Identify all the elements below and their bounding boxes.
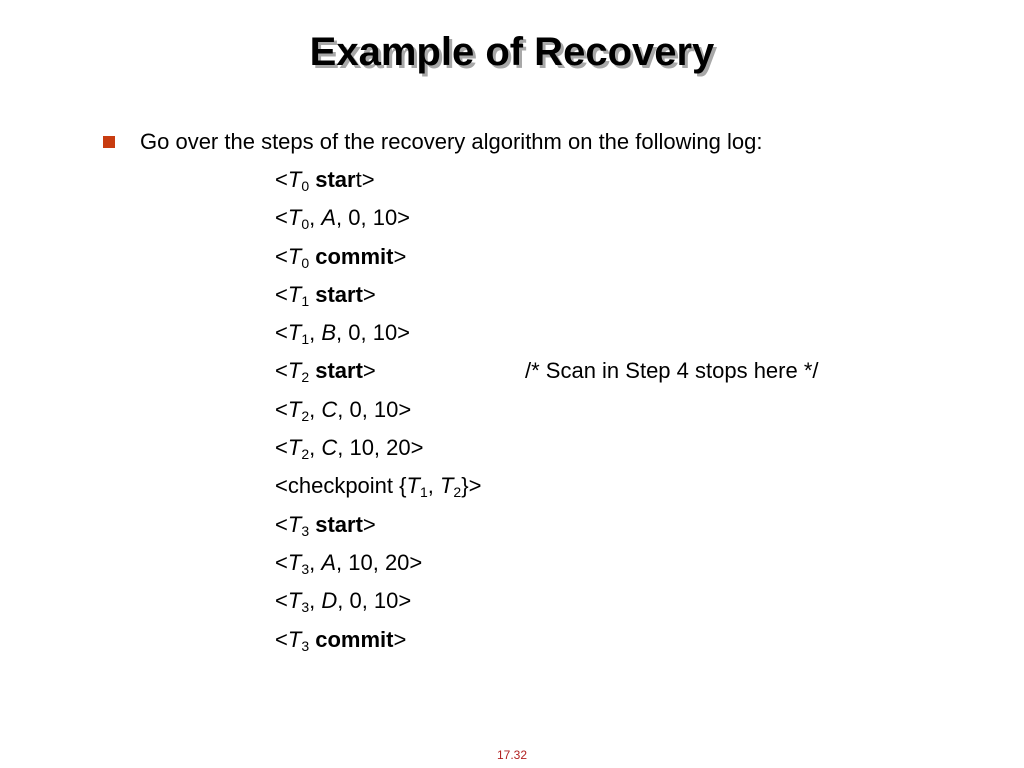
log-text-part: <checkpoint { (275, 473, 407, 499)
log-records (275, 165, 819, 663)
log-text-part: t> (355, 167, 375, 192)
log-record-text (275, 167, 375, 192)
log-text-part: , (309, 396, 322, 422)
page-number: 17.32 (496, 748, 528, 762)
log-record-text (275, 435, 424, 463)
log-text-part: < (275, 320, 288, 346)
log-text-part: > (393, 626, 407, 652)
log-annotation: /* Scan in Step 4 stops here */ (525, 358, 819, 384)
log-text-part: commit (315, 626, 394, 652)
log-text-part: T (287, 320, 302, 346)
log-entry (275, 242, 481, 280)
log-text-part: start (315, 358, 363, 384)
log-text-part: 3 (301, 637, 310, 654)
log-text-part: T (287, 167, 302, 192)
log-text-part: C (321, 396, 338, 422)
log-record-text (275, 244, 406, 269)
square-bullet-icon (103, 136, 115, 148)
log-record-text (275, 205, 411, 233)
log-text-part: > (393, 243, 407, 269)
log-text-part: < (275, 549, 288, 575)
log-text-part: < (275, 281, 288, 307)
log-text-part: 0 (301, 216, 310, 233)
log-text-part: start (315, 281, 363, 307)
log-text-part: , 0, 10> (336, 320, 411, 346)
log-record-text (275, 358, 376, 386)
log-text-part: > (362, 511, 376, 537)
log-text-part: 0 (301, 254, 310, 271)
log-record-text (275, 550, 422, 575)
log-entry (275, 318, 481, 356)
log-entry (275, 433, 481, 471)
log-text-part: < (275, 358, 288, 384)
log-text-part: < (275, 588, 288, 614)
log-entry (275, 586, 481, 624)
log-text-part: T (287, 396, 302, 422)
log-entry (275, 280, 481, 318)
log-record-text (275, 320, 411, 348)
log-text-part: , (309, 588, 322, 614)
log-text-part: , (427, 473, 440, 499)
log-text-part: T (439, 473, 454, 499)
log-text-part: , (309, 205, 322, 231)
log-text-part: 1 (301, 331, 310, 348)
log-record-text (275, 282, 376, 307)
log-text-part: , 0, 10> (336, 205, 411, 231)
log-text-part: star (315, 167, 356, 192)
log-text-part: A (321, 549, 337, 575)
log-record-text (275, 588, 412, 616)
bullet-text: Go over the steps of the recovery algorithm on the following log: (140, 129, 763, 154)
log-entry (275, 471, 481, 509)
log-text-part: 3 (301, 599, 310, 616)
log-text-part: T (406, 473, 420, 499)
log-text-part: 1 (419, 484, 428, 501)
slide-title: Example of Recovery (309, 30, 715, 74)
log-text-part: , 10, 20> (337, 435, 424, 461)
log-text-part: T (287, 281, 302, 307)
log-text-part: < (275, 396, 288, 422)
log-text-part: 3 (301, 560, 310, 577)
log-text-part: T (287, 588, 302, 614)
log-text-part: T (287, 511, 302, 537)
log-text-part: , 10, 20> (336, 549, 423, 575)
log-text-part: T (287, 435, 302, 461)
log-text-part: B (321, 320, 337, 346)
log-entry (275, 548, 481, 586)
log-text-part: A (321, 205, 337, 231)
log-text-part: , (309, 435, 322, 461)
log-text-part: < (275, 167, 288, 192)
log-text-part: , (309, 549, 322, 575)
log-text-part: }> (461, 473, 482, 499)
log-text-part: < (275, 435, 288, 461)
log-text-part: 2 (301, 407, 310, 424)
log-text-part: T (287, 626, 302, 652)
log-text-part: , 0, 10> (337, 396, 412, 422)
log-entry (275, 165, 481, 203)
log-text-part: C (321, 435, 338, 461)
log-text-part: 2 (453, 484, 462, 501)
log-text-part: > (362, 358, 376, 384)
log-text-part: 0 (301, 178, 310, 194)
log-text-part: 2 (301, 446, 310, 463)
log-entry (275, 203, 481, 241)
log-text-part: T (287, 358, 302, 384)
log-text-part: start (315, 511, 363, 537)
log-text-part: < (275, 205, 288, 231)
log-text-part: D (321, 588, 338, 614)
log-entry (275, 395, 481, 433)
log-text-part: 3 (301, 522, 310, 539)
log-text-part: < (275, 626, 288, 652)
log-entry (275, 356, 819, 394)
log-text-part: < (275, 243, 288, 269)
log-text-part: , 0, 10> (337, 588, 412, 614)
log-entry (275, 625, 481, 663)
log-text-part: T (287, 205, 302, 231)
log-text-part: 1 (301, 292, 310, 309)
log-record-text (275, 397, 411, 422)
log-text-part: 2 (301, 369, 310, 386)
log-record-text (275, 512, 376, 537)
log-text-part: > (362, 281, 376, 307)
log-text-part: < (275, 511, 288, 537)
log-entry (275, 510, 481, 548)
log-text-part: T (287, 243, 302, 269)
log-text-part: T (287, 549, 302, 575)
log-record-text (275, 627, 406, 652)
log-text-part: commit (315, 243, 394, 269)
log-record-text (275, 473, 482, 501)
log-text-part: , (309, 320, 322, 346)
